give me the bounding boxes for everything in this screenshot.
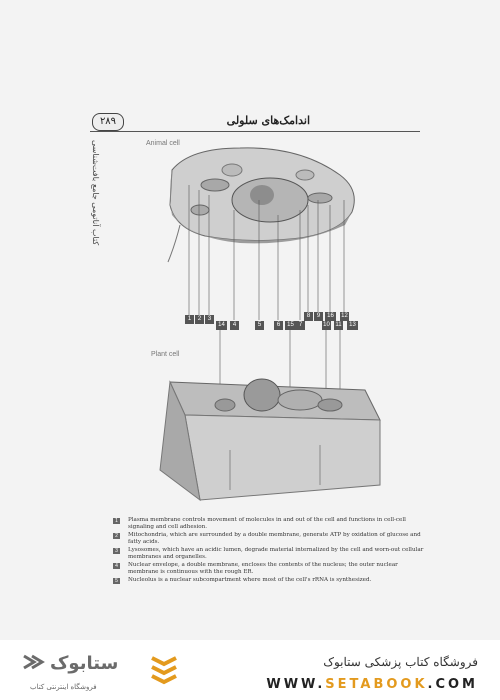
logo-subtitle: فروشگاه اینترنتی کتاب <box>30 683 97 691</box>
callout-11: 11 <box>335 322 342 328</box>
callout-2: 2 <box>195 315 204 324</box>
legend-item <box>113 547 425 561</box>
legend-text: Mitochondria, which are surrounded by a double membrane, generate ATP by oxidation of glucose and fatty acids. <box>128 532 421 545</box>
legend-number: 3 <box>113 548 120 554</box>
legend-item <box>113 577 425 584</box>
legend-text: Lysosomes, which have an acidic lumen, degrade material internalized by the cell and worn-out cellular membranes and organelles. <box>128 547 424 560</box>
legend-number: 2 <box>113 533 120 539</box>
legend-number: 4 <box>113 563 120 569</box>
legend-item <box>113 562 425 576</box>
store-name: فروشگاه کتاب پزشکی ستابوک <box>323 655 478 669</box>
logo-text: ستابوک <box>50 653 119 674</box>
callout-9: 9 <box>314 312 323 321</box>
callout-6: 6 <box>274 321 283 330</box>
side-running-title: کتاب آناتومی جامع بافت‌شناسی <box>91 140 100 246</box>
figure-legend <box>113 517 425 585</box>
callout-1: 1 <box>185 315 194 324</box>
callout-13: 13 <box>347 321 358 330</box>
callout-15: 15 <box>285 321 296 330</box>
callout-4: 4 <box>230 321 239 330</box>
url-prefix: WWW. <box>266 677 326 692</box>
animal-cell-drawing <box>168 148 354 262</box>
callout-12: 12 <box>341 313 348 319</box>
callout-16: 16 <box>325 312 336 321</box>
callout-7: 7 <box>296 321 305 330</box>
setabook-logo[interactable] <box>20 648 140 676</box>
legend-item <box>113 517 425 531</box>
page-number: ۲۸۹ <box>92 113 124 131</box>
chapter-title: اندامک‌های سلولی <box>226 114 310 127</box>
plant-cell-drawing <box>160 379 380 500</box>
callout-14: 14 <box>216 321 227 330</box>
callout-10: 10 <box>323 322 330 328</box>
callout-3: 3 <box>205 315 214 324</box>
legend-text: Nucleolus is a nuclear subcompartment where most of the cell's rRNA is synthesized. <box>128 577 372 583</box>
legend-text: Nuclear envelope, a double membrane, encloses the contents of the nucleus; the outer nuclear membrane is continuous with the rough ER. <box>128 562 398 575</box>
callout-5: 5 <box>255 321 264 330</box>
url-brand: SETABOOK <box>325 677 428 692</box>
legend-number: 5 <box>113 578 120 584</box>
url-suffix: .COM <box>427 677 478 692</box>
store-url-link[interactable] <box>266 677 478 692</box>
legend-item <box>113 532 425 546</box>
legend-text: Plasma membrane controls movement of molecules in and out of the cell and functions in cell-cell signaling and cell adhesion. <box>128 517 406 530</box>
plant-cell-label: Plant cell <box>151 351 180 358</box>
legend-number: 1 <box>113 518 120 524</box>
callout-8: 8 <box>304 312 313 321</box>
book-stack-icon <box>150 652 178 686</box>
animal-cell-label: Animal cell <box>146 140 180 147</box>
